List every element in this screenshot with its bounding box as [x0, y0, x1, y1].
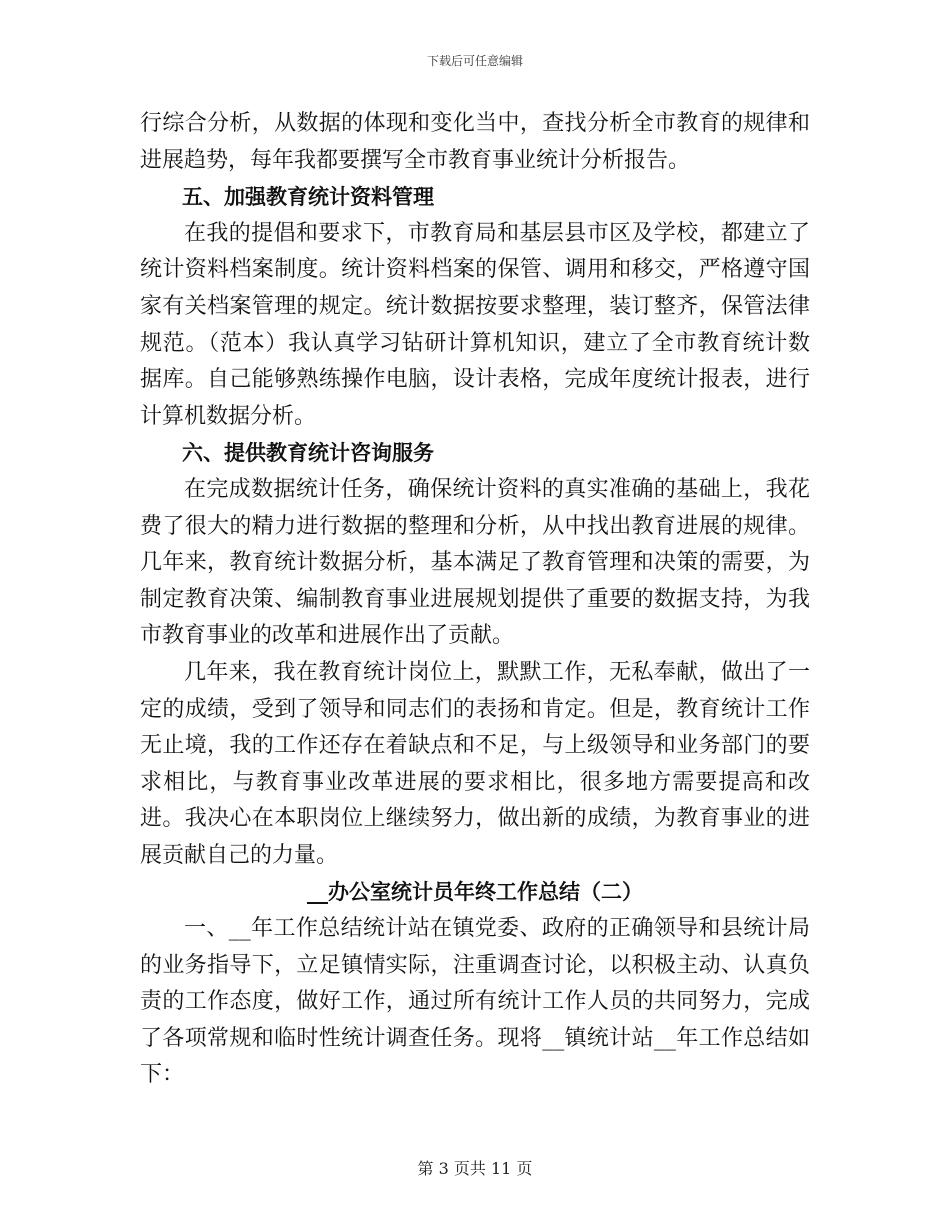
paragraph: 一、__年工作总结统计站在镇党委、政府的正确领导和县统计局的业务指导下，立足镇情实际，注重调查讨论，以积极主动、认真负责的工作态度，做好工作，通过所有统计工作人员的共同努力，完成了各项常规和临时性统计调查任务。现将__镇统计站__年工作总结如下：	[140, 916, 810, 1088]
paragraph: 在我的提倡和要求下，市教育局和基层县市区及学校，都建立了统计资料档案制度。统计资料档案的保管、调用和移交，严格遵守国家有关档案管理的规定。统计数据按要求整理，装订整齐，保管法律规范。（范本）我认真学习钻研计算机知识，建立了全市教育统计数据库。自己能够熟练操作电脑，设计表格，完成年度统计报表，进行计算机数据分析。	[140, 220, 810, 429]
paragraph: 在完成数据统计任务，确保统计资料的真实准确的基础上，我花费了很大的精力进行数据的整理和分析，从中找出教育进展的规律。几年来，教育统计数据分析，基本满足了教育管理和决策的需要，为制定教育决策、编制教育事业进展规划提供了重要的数据支持，为我市教育事业的改革和进展作出了贡献。	[140, 476, 810, 649]
section-heading: 六、提供教育统计咨询服务	[182, 440, 434, 466]
page-footer: 第 3 页共 11 页	[417, 1159, 533, 1178]
page-header: 下载后可任意编辑	[426, 54, 523, 68]
section-heading: 五、加强教育统计资料管理	[182, 184, 434, 210]
document-body	[140, 106, 810, 1094]
paragraph: 行综合分析，从数据的体现和变化当中，查找分析全市教育的规律和进展趋势，每年我都要撰写全市教育事业统计分析报告。	[140, 111, 810, 173]
paragraph: 几年来，我在教育统计岗位上，默默工作，无私奉献，做出了一定的成绩，受到了领导和同志们的表扬和肯定。但是，教育统计工作无止境，我的工作还存在着缺点和不足，与上级领导和业务部门的要求相比，与教育事业改革进展的要求相比，很多地方需要提高和改进。我决心在本职岗位上继续努力，做出新的成绩，为教育事业的进展贡献自己的力量。	[140, 659, 810, 868]
document-subtitle: __办公室统计员年终工作总结（二）	[307, 879, 643, 905]
